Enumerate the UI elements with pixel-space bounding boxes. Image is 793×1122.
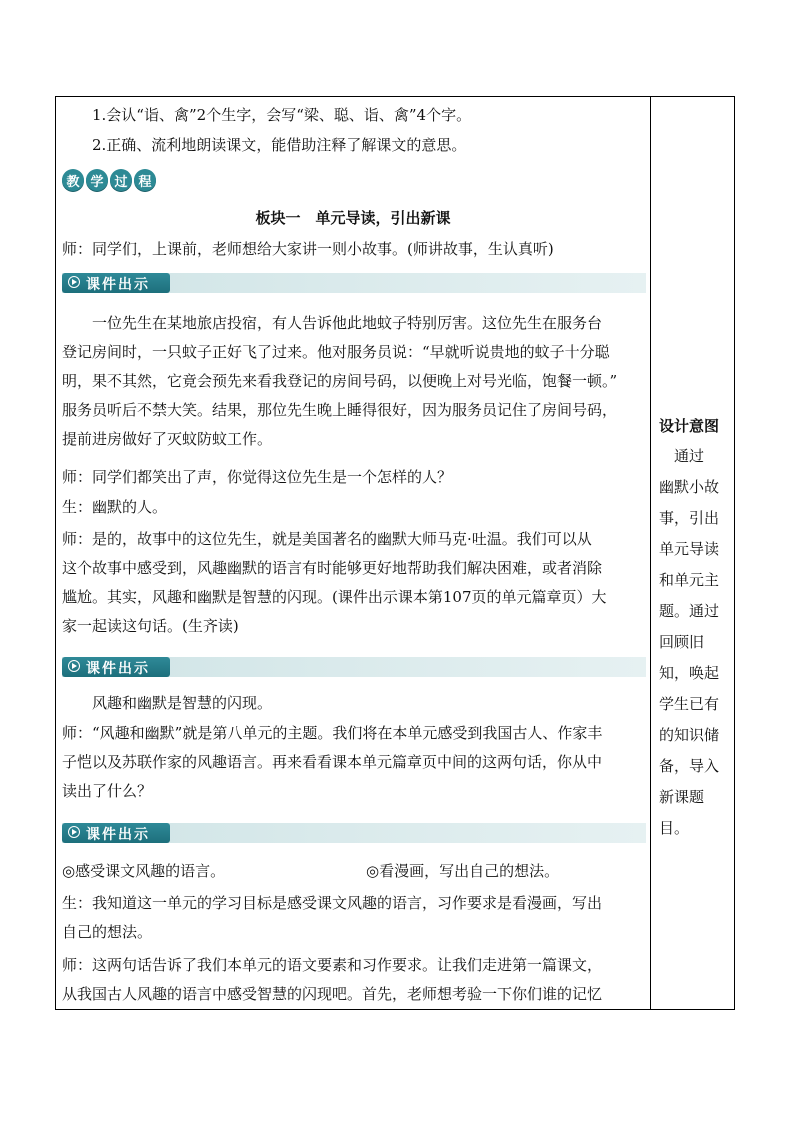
teacher-line: 师：这两句话告诉了我们本单元的语文要素和习作要求。让我们走进第一篇课文，	[62, 956, 603, 974]
badge-char: 学	[86, 169, 108, 191]
teacher-line: 师：同学们都笑出了声，你觉得这位先生是一个怎样的人？	[62, 468, 453, 486]
design-intent-line: 幽默小故	[659, 478, 720, 496]
student-line: 生：幽默的人。	[62, 498, 168, 516]
badge-char: 过	[110, 169, 132, 191]
design-intent-line: 学生已有	[659, 695, 720, 713]
design-intent-line: 的知识储	[659, 726, 720, 744]
teaching-process-badge	[62, 169, 158, 195]
section-heading: 板块一 单元导读，引出新课	[255, 209, 451, 227]
lesson-table	[55, 96, 735, 1010]
play-icon	[68, 276, 80, 288]
teacher-line: 尴尬。其实，风趣和幽默是智慧的闪现。(课件出示课本第107页的单元篇章页）大	[62, 588, 607, 606]
design-intent-line: 单元导读	[659, 540, 720, 558]
teacher-line: 从我国古人风趣的语言中感受智慧的闪现吧。首先，老师想考验一下你们谁的记忆	[62, 985, 603, 1003]
design-intent-column	[651, 97, 735, 1009]
play-icon	[68, 826, 80, 838]
courseware-banner	[62, 657, 646, 677]
lesson-content	[56, 97, 650, 1009]
courseware-label: 课件出示	[86, 827, 150, 843]
story-line: 明，果不其然，它竟会预先来看我登记的房间号码，以便晚上对号光临，饱餐一顿。”	[62, 372, 618, 390]
teacher-line: 子恺以及苏联作家的风趣语言。再来看看课本单元篇章页中间的这两句话，你从中	[62, 753, 603, 771]
courseware-banner	[62, 273, 646, 293]
badge-char: 教	[62, 169, 84, 191]
story-line: 一位先生在某地旅店投宿，有人告诉他此地蚊子特别厉害。这位先生在服务台	[92, 314, 603, 332]
play-icon	[68, 660, 80, 672]
story-line: 登记房间时，一只蚊子正好飞了过来。他对服务员说：“早就听说贵地的蚊子十分聪	[62, 343, 610, 361]
design-intent-line: 回顾旧	[659, 633, 705, 651]
design-intent-title: 设计意图	[659, 417, 720, 435]
badge-char: 程	[134, 169, 156, 191]
design-intent-line: 和单元主	[659, 571, 720, 589]
courseware-label: 课件出示	[86, 277, 150, 293]
design-intent-line: 通过	[659, 447, 705, 465]
story-line: 提前进房做好了灭蚊防蚊工作。	[62, 430, 273, 448]
student-line: 生：我知道这一单元的学习目标是感受课文风趣的语言，习作要求是看漫画，写出	[62, 894, 603, 912]
courseware-tag	[62, 273, 170, 293]
story-line: 服务员听后不禁大笑。结果，那位先生晚上睡得很好，因为服务员记住了房间号码，	[62, 401, 618, 419]
design-intent-line: 知，唤起	[659, 664, 720, 682]
courseware-banner	[62, 823, 646, 843]
teacher-line: 家一起读这句话。(生齐读)	[62, 617, 239, 635]
design-intent-line: 题。通过	[659, 602, 720, 620]
teacher-line: 师：“风趣和幽默”就是第八单元的主题。我们将在本单元感受到我国古人、作家丰	[62, 724, 603, 742]
courseware-label: 课件出示	[86, 661, 150, 677]
goal-1: ◎感受课文风趣的语言。	[62, 862, 226, 880]
teacher-line: 师：同学们，上课前，老师想给大家讲一则小故事。(师讲故事，生认真听)	[62, 240, 554, 258]
student-line: 自己的想法。	[62, 923, 153, 941]
objective-2: 2.正确、流利地朗读课文，能借助注释了解课文的意思。	[92, 136, 467, 154]
teacher-line: 这个故事中感受到，风趣幽默的语言有时能够更好地帮助我们解决困难，或者消除	[62, 559, 603, 577]
design-intent-line: 备，导入	[659, 757, 720, 775]
courseware-tag	[62, 823, 170, 843]
design-intent-line: 事，引出	[659, 509, 720, 527]
design-intent-line: 新课题	[659, 788, 705, 806]
goal-2: ◎看漫画，写出自己的想法。	[366, 862, 560, 880]
teacher-line: 读出了什么？	[62, 782, 153, 800]
objective-1: 1.会认“诣、禽”2个生字，会写“梁、聪、诣、禽”4个字。	[92, 106, 472, 124]
teacher-line: 师：是的，故事中的这位先生，就是美国著名的幽默大师马克·吐温。我们可以从	[62, 530, 592, 548]
courseware-tag	[62, 657, 170, 677]
design-intent-line: 目。	[659, 819, 690, 837]
quote-line: 风趣和幽默是智慧的闪现。	[92, 694, 273, 712]
